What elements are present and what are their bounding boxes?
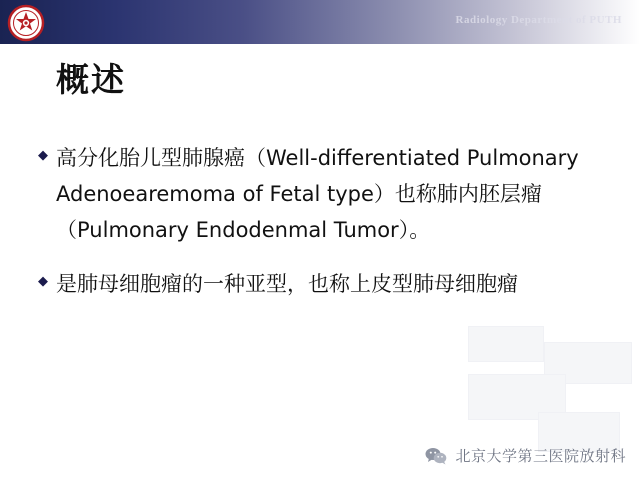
bullet-list — [38, 140, 608, 320]
page-title: 概述 — [56, 60, 126, 99]
wechat-icon — [425, 447, 447, 465]
diamond-bullet-icon: ◆ — [38, 147, 48, 162]
diamond-bullet-icon: ◆ — [38, 273, 48, 289]
university-emblem-icon — [6, 3, 46, 43]
department-label: Radiology Department of PUTH — [455, 14, 622, 26]
list-item-text: 是肺母细胞瘤的一种亚型，也称上皮型肺母细胞瘤 — [56, 272, 518, 297]
slide-banner — [0, 0, 640, 44]
watermark-text: 北京大学第三医院放射科 — [455, 447, 626, 465]
watermark — [425, 445, 626, 466]
list-item — [38, 140, 608, 248]
list-item — [38, 266, 608, 302]
list-item-text: 高分化胎儿型肺腺癌（Well-differentiated Pulmonary Adenoearemoma of Fetal type）也称肺内胚层瘤（Pulmonary Endodenmal Tumor）。 — [56, 146, 579, 243]
decorative-square — [468, 326, 544, 362]
